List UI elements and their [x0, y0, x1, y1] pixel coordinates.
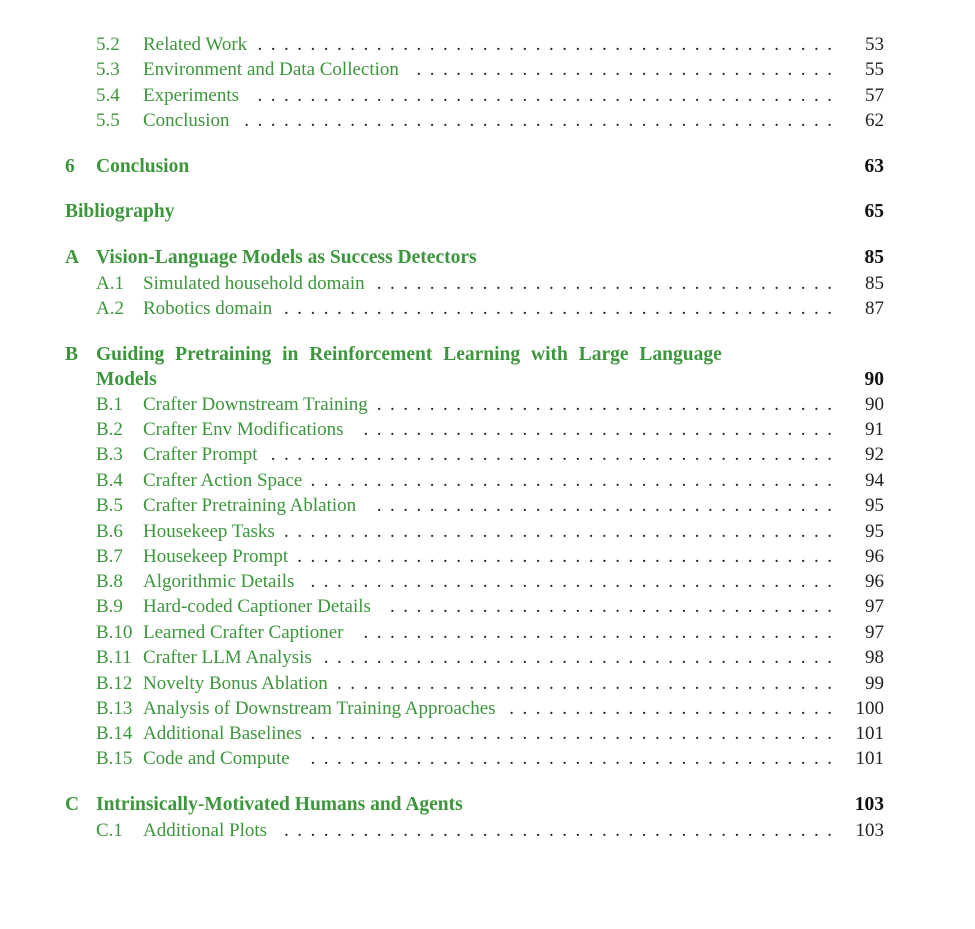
toc-entry-number: B.7 [96, 546, 123, 567]
toc-entry-page-number: 85 [865, 273, 884, 294]
toc-entry-number: B.5 [96, 495, 123, 516]
toc-entry-number: B.14 [96, 723, 133, 744]
toc-entry-number: B.8 [96, 571, 123, 592]
toc-entry-number: 5.3 [96, 59, 120, 80]
toc-entry-number: 5.2 [96, 34, 120, 55]
toc-chapter-entry[interactable] [0, 793, 975, 817]
dot-leader: ................................... [376, 495, 841, 516]
toc-entry-title: Experiments [143, 85, 240, 106]
toc-entry-number: B.13 [96, 698, 133, 719]
toc-entry-number: A.2 [96, 298, 124, 319]
toc-entry-page-number: 85 [864, 247, 884, 268]
toc-chapter-entry[interactable] [0, 200, 975, 224]
dot-leader: ........................................ [310, 748, 841, 769]
toc-entry-page-number: 90 [864, 369, 884, 390]
toc-chapter-entry[interactable] [0, 368, 975, 392]
toc-entry-page-number: 62 [865, 110, 884, 131]
toc-entry-title: Crafter Downstream Training [143, 394, 368, 415]
toc-entry-page-number: 100 [855, 698, 884, 719]
dot-leader: .................................... [363, 419, 841, 440]
toc-entry-title: Conclusion [143, 110, 230, 131]
dot-leader: ................................... [376, 394, 841, 415]
toc-entry-page-number: 103 [855, 820, 884, 841]
toc-entry-page-number: 96 [865, 571, 884, 592]
toc-entry-title: Environment and Data Collection [143, 59, 399, 80]
toc-entry-title: Hard-coded Captioner Details [143, 596, 371, 617]
toc-entry-number: A.1 [96, 273, 124, 294]
dot-leader: .................................. [390, 596, 841, 617]
toc-entry-number: 5.4 [96, 85, 120, 106]
toc-entry-number: B.9 [96, 596, 123, 617]
toc-section-entry[interactable] [0, 697, 975, 721]
toc-section-entry[interactable] [0, 722, 975, 746]
toc-entry-page-number: 101 [855, 723, 884, 744]
toc-entry-page-number: 95 [865, 521, 884, 542]
toc-entry-title: Crafter Action Space [143, 470, 303, 491]
toc-section-entry[interactable] [0, 646, 975, 670]
dot-leader: .......................................... [284, 298, 841, 319]
toc-section-entry[interactable] [0, 570, 975, 594]
toc-entry-number: B.6 [96, 521, 123, 542]
toc-entry-number: B.10 [96, 622, 133, 643]
toc-entry-page-number: 87 [865, 298, 884, 319]
toc-entry-number: B.4 [96, 470, 123, 491]
toc-entry-title: Analysis of Downstream Training Approaches [143, 698, 496, 719]
dot-leader: ................................... [376, 273, 841, 294]
toc-section-entry[interactable] [0, 595, 975, 619]
toc-entry-page-number: 101 [855, 748, 884, 769]
toc-entry-page-number: 63 [864, 156, 884, 177]
toc-entry-page-number: 98 [865, 647, 884, 668]
toc-entry-title: Additional Plots [143, 820, 268, 841]
toc-entry-number: B.12 [96, 673, 133, 694]
dot-leader: ....................................... [323, 647, 841, 668]
toc-entry-page-number: 91 [865, 419, 884, 440]
dot-leader: ............................................. [244, 110, 841, 131]
toc-entry-page-number: 95 [865, 495, 884, 516]
toc-entry-title: Simulated household domain [143, 273, 365, 294]
toc-chapter-entry[interactable] [0, 343, 975, 367]
toc-entry-number: B [65, 344, 79, 365]
toc-entry-title: Algorithmic Details [143, 571, 295, 592]
toc-section-entry[interactable] [0, 621, 975, 645]
toc-entry-number: C.1 [96, 820, 123, 841]
toc-entry-number: 5.5 [96, 110, 120, 131]
toc-entry-page-number: 103 [854, 794, 884, 815]
dot-leader: ......................................... [297, 546, 841, 567]
toc-entry-title: Crafter Prompt [143, 444, 258, 465]
toc-section-entry[interactable] [0, 520, 975, 544]
toc-entry-page-number: 53 [865, 34, 884, 55]
toc-entry-page-number: 65 [864, 201, 884, 222]
dot-leader: .......................................... [284, 521, 841, 542]
toc-entry-page-number: 57 [865, 85, 884, 106]
toc-section-entry[interactable] [0, 672, 975, 696]
toc-entry-number: 6 [65, 156, 75, 177]
toc-section-entry[interactable] [0, 747, 975, 771]
toc-section-entry[interactable] [0, 418, 975, 442]
toc-entry-page-number: 99 [865, 673, 884, 694]
dot-leader: .................................... [363, 622, 841, 643]
toc-chapter-entry[interactable] [0, 246, 975, 270]
toc-entry-number: B.11 [96, 647, 132, 668]
toc-section-entry[interactable] [0, 443, 975, 467]
dot-leader: ............................................ [257, 34, 841, 55]
toc-entry-number: B.3 [96, 444, 123, 465]
toc-entry-page-number: 90 [865, 394, 884, 415]
dot-leader: ...................................... [337, 673, 841, 694]
toc-section-entry[interactable] [0, 109, 975, 133]
toc-entry-title: Crafter Pretraining Ablation [143, 495, 357, 516]
toc-section-entry[interactable] [0, 297, 975, 321]
toc-chapter-entry[interactable] [0, 155, 975, 179]
toc-entry-title: Code and Compute [143, 748, 290, 769]
toc-entry-title: Vision-Language Models as Success Detectors [96, 247, 477, 268]
toc-section-entry[interactable] [0, 272, 975, 296]
toc-section-entry[interactable] [0, 84, 975, 108]
dot-leader: ................................ [416, 59, 841, 80]
toc-section-entry[interactable] [0, 58, 975, 82]
toc-entry-title: Crafter LLM Analysis [143, 647, 312, 668]
toc-entry-title: Intrinsically-Motivated Humans and Agents [96, 794, 463, 815]
toc-entry-page-number: 92 [865, 444, 884, 465]
dot-leader: ......................... [509, 698, 841, 719]
toc-entry-title: Housekeep Prompt [143, 546, 289, 567]
toc-entry-page-number: 97 [865, 622, 884, 643]
toc-section-entry[interactable] [0, 469, 975, 493]
dot-leader: ........................................ [310, 470, 841, 491]
toc-entry-page-number: 94 [865, 470, 884, 491]
toc-entry-title: Robotics domain [143, 298, 273, 319]
toc-entry-title: Housekeep Tasks [143, 521, 275, 542]
toc-entry-number: B.15 [96, 748, 133, 769]
toc-entry-number: B.1 [96, 394, 123, 415]
toc-section-entry[interactable] [0, 33, 975, 57]
toc-entry-title: Novelty Bonus Ablation [143, 673, 328, 694]
dot-leader: .......................................... [284, 820, 841, 841]
toc-entry-number: A [65, 247, 80, 268]
toc-entry-title: Bibliography [65, 201, 175, 222]
toc-section-entry[interactable] [0, 819, 975, 843]
toc-entry-page-number: 96 [865, 546, 884, 567]
toc-section-entry[interactable] [0, 545, 975, 569]
toc-entry-number: C [65, 794, 80, 815]
dot-leader: ........................................ [310, 571, 841, 592]
toc-entry-title: Learned Crafter Captioner [143, 622, 344, 643]
toc-entry-page-number: 55 [865, 59, 884, 80]
toc-section-entry[interactable] [0, 494, 975, 518]
dot-leader: ............................................ [257, 85, 841, 106]
toc-entry-page-number: 97 [865, 596, 884, 617]
toc-entry-title: Conclusion [96, 156, 190, 177]
toc-entry-title: Related Work [143, 34, 248, 55]
toc-entry-title: Crafter Env Modifications [143, 419, 344, 440]
toc-entry-title: Additional Baselines [143, 723, 302, 744]
dot-leader: ........................................... [270, 444, 841, 465]
dot-leader: ........................................ [310, 723, 841, 744]
toc-entry-number: B.2 [96, 419, 123, 440]
toc-entry-title: Models [96, 369, 157, 390]
toc-section-entry[interactable] [0, 393, 975, 417]
toc-entry-title: Guiding Pretraining in Reinforcement Learning with Large Language [96, 344, 722, 365]
